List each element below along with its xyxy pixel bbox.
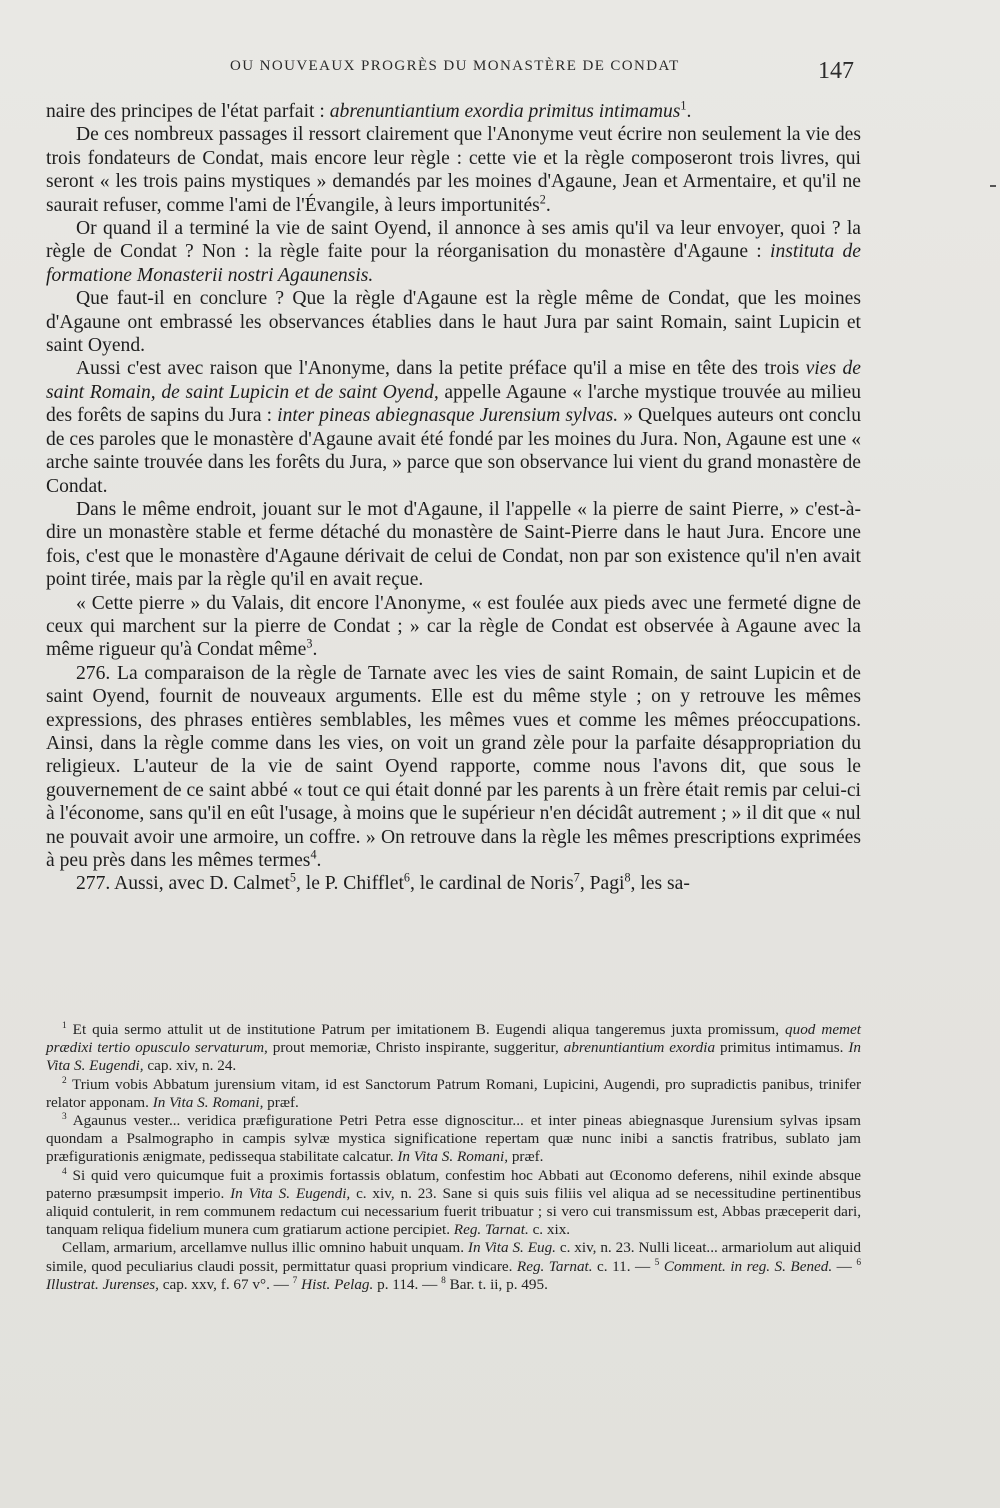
text-run: c. xiv, n. 23. Nulli liceat... armariolum aut aliquid simile, quod peculiarius claudi possit, permittatur quasi proprium vindicare. [46, 1239, 861, 1275]
latin-quote: instituta de formatione Monasterii nostri Agaunensis. [46, 241, 861, 286]
footnote-ref: 6 [403, 870, 410, 885]
text-run: prout memoriæ, Christo inspirante, suggeritur, [267, 1039, 564, 1057]
text-run: c. 11. — [592, 1257, 655, 1275]
footnote-number: 6 [856, 1257, 862, 1268]
citation: In Vita S. Eugendi, [230, 1184, 351, 1202]
text-run: c. xix. [528, 1221, 571, 1239]
paragraph: Que faut-il en conclure ? Que la règle d'Agaune est la règle même de Condat, que les moines d'Agaune ont embrassé les observances établies dans le haut Jura par saint Romain, saint Lupicin et saint Oyend. [46, 288, 861, 357]
footnote-ref: 5 [289, 870, 296, 885]
text-run: Or quand il a terminé la vie de saint Oyend, il annonce à ses amis qu'il va leur envoyer, quoi ? la règle de Condat ? Non : la règle faite pour la réorganisation du monastère d'Agaune : [46, 218, 861, 263]
text-run: La comparaison de la règle de Tarnate avec les vies de saint Romain, de saint Lupicin et de saint Oyend, fournit de nouveaux arguments. Elle est du même style ; on y retrouve les mêmes expressions, des phrases entières semblables, les mêmes vues et comme les mêmes préoccupations. Ainsi, dans la règle comme dans les vies, on voit un grand zèle pour la parfaite désappropriation du religieux. L'auteur de la vie de saint Oyend rapporte, comme nous l'avons dit, que sous le gouvernement de ce saint abbé « tout ce qui était donné par les parents à un frère était remis par celui-ci à l'économe, sans qu'il en eût l'usage, à moins que le supérieur n'en décidât autrement ; » il dit que « nul ne pouvait avoir une armoire, un coffre. » On retrouve dans la règle les mêmes prescriptions exprimées à peu près dans les mêmes termes [46, 662, 861, 871]
text-run: . [312, 639, 318, 661]
text-run: , Pagi [579, 873, 625, 895]
text-run: Cellam, armarium, arcellamve nullus illic omnino habuit unquam. [62, 1239, 468, 1257]
text-run: naire des principes de l'état parfait : [46, 101, 330, 122]
section-number: 277. [76, 873, 111, 895]
running-title: OU NOUVEAUX PROGRÈS DU MONASTÈRE DE CONDAT [230, 58, 680, 74]
text-run: , les sa- [630, 873, 690, 895]
footnote-ref: 3 [306, 636, 313, 651]
paragraph [46, 872, 861, 895]
paragraph [46, 357, 861, 497]
latin-quote: abrenuntiantium exordia primitus intimamus [329, 101, 681, 122]
section-number: 276. [76, 662, 111, 684]
footnote-ref: 2 [539, 192, 546, 207]
italic-title: vies de saint Romain, de saint Lupicin et de saint Oyend, [46, 358, 861, 403]
text-run: Et quia sermo attulit ut de institutione Patrum per imitationem B. Eugendi aliqua tangeremus juxta promissum, [66, 1021, 785, 1038]
text-run: Agaunus vester... veridica præfiguratione Petri Petra esse dignoscitur... et inter pineas abiegnasque Jurensium sylvas ipsam quondam a Psalmographo in campis sylvæ mystica significatione repertam quæ nunc inibi a sanctis fratribus, sublato jam præfigurationis ænigmate, pedissequa stabilitate calcatur. [46, 1112, 861, 1166]
citation: Reg. Tarnat. [516, 1257, 593, 1275]
text-run: . [545, 194, 551, 216]
citation: Illustrat. Jurenses, [46, 1275, 159, 1293]
footnote [46, 1021, 861, 1076]
text-run: — [832, 1257, 857, 1275]
text-run: » Quelques auteurs ont conclu de ces paroles que le monastère d'Agaune avait été fondé par les moines du Jura. Non, Agaune est une « arche sainte trouvée dans les forêts du Jura, » parce que son observance lui vient du grand monastère de Condat. [46, 405, 861, 497]
text-run: Aussi, avec D. Calmet [110, 873, 290, 895]
footnotes [46, 1021, 861, 1294]
paragraph: Dans le même endroit, jouant sur le mot d'Agaune, il l'appelle « la pierre de saint Pierre, » c'est-à-dire un monastère stable et ferme détaché du monastère de Saint-Pierre dans le haut Jura. Encore une fois, c'est que le monastère d'Agaune dérivait de celui de Condat, non par son existence qu'il n'en avait point tirée, mais par la règle qu'il en avait reçue. [46, 498, 861, 591]
text-run: De ces nombreux passages il ressort clairement que l'Anonyme veut écrire non seulement la vie des trois fondateurs de Condat, mais encore leur règle : cette vie et la règle composeront trois livres, qui seront « les trois pains mystiques » demandés par les moines d'Agaune, Jean et Armentaire, et qu'il ne saurait refuser, comme l'ami de l'Évangile, à leurs importunités [46, 124, 861, 216]
footnote-number: 5 [654, 1257, 660, 1268]
main-text [46, 100, 861, 896]
page-number: 147 [818, 58, 854, 84]
footnote [46, 1167, 861, 1240]
footnote-number: 1 [62, 1020, 67, 1031]
footnote-ref: 7 [573, 870, 580, 885]
text-run: cap. xxv, f. 67 v°. — [158, 1275, 293, 1293]
citation: In Vita S. Eugendi, [46, 1039, 861, 1075]
footnote-number: 2 [62, 1075, 67, 1086]
footnote [46, 1112, 861, 1167]
text-run: « Cette pierre » du Valais, dit encore l'Anonyme, « est foulée aux pieds avec une fermeté digne de ceux qui marchent sur la pierre de Condat ; » car la règle de Condat est observée à Agaune avec la même rigueur qu'à Condat même [46, 592, 861, 661]
paragraph [46, 100, 861, 123]
citation: Reg. Tarnat. [453, 1221, 529, 1239]
text-run: præf. [508, 1148, 544, 1166]
paragraph [46, 662, 861, 873]
citation: In Vita S. Romani, [397, 1148, 509, 1166]
citation: Comment. in reg. S. Bened. [663, 1257, 833, 1275]
footnote-ref: 1 [680, 98, 687, 113]
text-run: Si quid vero quicumque fuit a proximis fortassis oblatum, confestim hoc Abbati aut Œconomo deferens, nihil exinde absque paterno præsumpsit imperio. [46, 1166, 861, 1202]
text-run: . [686, 101, 692, 122]
text-run: , le P. Chifflet [295, 873, 404, 895]
text-run: Trium vobis Abbatum jurensium vitam, id est Sanctorum Patrum Romani, Lupicini, Augendi, pro supradictis panibus, trinifer relator apponam. [46, 1075, 861, 1111]
footnote [46, 1239, 861, 1294]
text-run: appelle Agaune « l'arche mystique trouvée au milieu des forêts de sapins du Jura : [46, 381, 861, 427]
text-run: Bar. t. ii, p. 495. [445, 1275, 548, 1293]
text-run: primitus intimamus. [715, 1039, 849, 1057]
footnote-number: 4 [62, 1166, 67, 1177]
footnote-number: 7 [292, 1275, 298, 1286]
italic-text: quod memet prædixi tertio opusculo servaturum, [46, 1021, 861, 1057]
text-run: . [316, 850, 322, 871]
citation: Hist. Pelag. [301, 1275, 374, 1293]
footnote-ref: 4 [310, 847, 317, 862]
paragraph [46, 592, 861, 662]
footnote-number: 3 [62, 1111, 67, 1122]
text-run: , le cardinal de Noris [409, 873, 574, 895]
citation: In Vita S. Eug. [467, 1239, 556, 1257]
citation: In Vita S. Romani, [152, 1093, 264, 1111]
text-run: Aussi c'est avec raison que l'Anonyme, dans la petite préface qu'il a mise en tête des trois [76, 358, 806, 380]
text-run: p. 114. — [373, 1275, 442, 1293]
margin-mark [990, 185, 996, 187]
footnote-number: 8 [441, 1275, 446, 1286]
italic-text: abrenuntiantium exordia [563, 1039, 716, 1057]
text-run: c. xiv, n. 23. Sane si quis suis filiis vel aliqua ad se necessitudine pertinentibus aliquid contulerit, in rem communem redactum cui necessarium fuerit tribuatur ; si vero cui transmissum est, Abbas præceperit dari, tanquam reliqua fidelium munera cum gratiarum actione percipiet. [46, 1184, 861, 1239]
text-run: præf. [263, 1093, 299, 1111]
footnote-ref: 8 [624, 870, 631, 885]
footnote [46, 1076, 861, 1112]
paragraph [46, 217, 861, 287]
paragraph [46, 123, 861, 217]
latin-quote: inter pineas abiegnasque Jurensium sylvas. [277, 405, 619, 427]
text-run: cap. xiv, n. 24. [143, 1057, 237, 1075]
